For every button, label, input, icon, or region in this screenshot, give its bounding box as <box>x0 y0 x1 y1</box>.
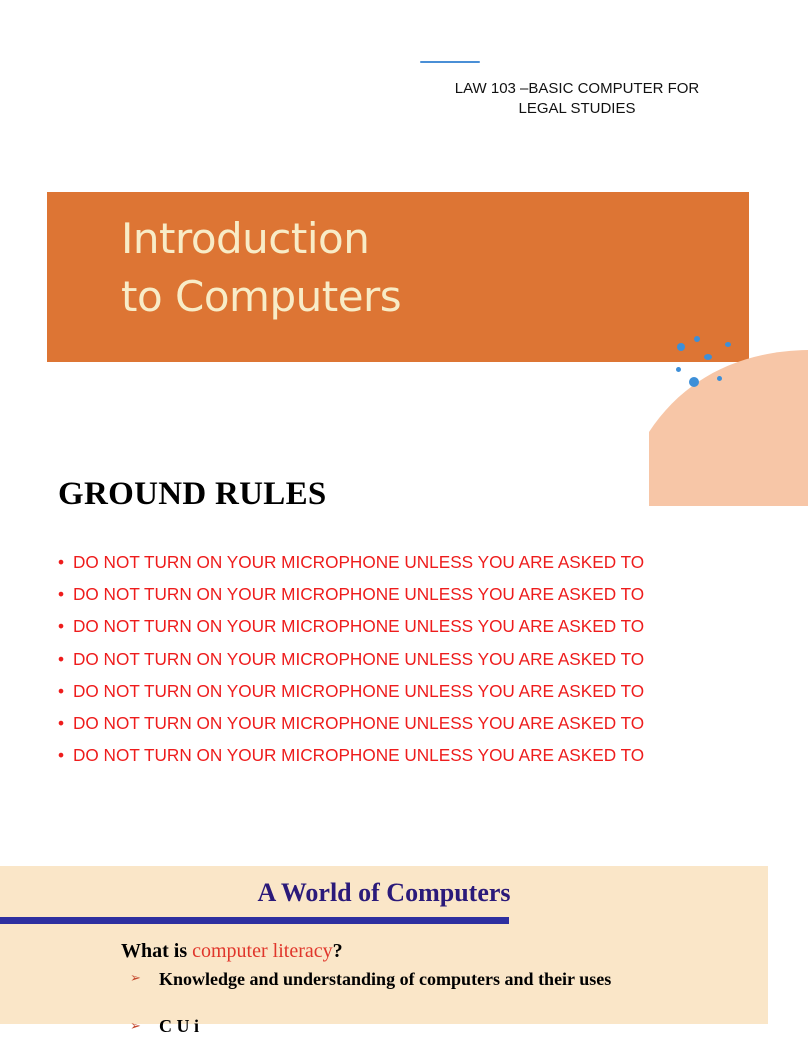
rule-item <box>58 679 644 711</box>
ground-rules-list <box>58 550 644 775</box>
rule-text: DO NOT TURN ON YOUR MICROPHONE UNLESS YOU ARE ASKED TO <box>73 552 645 572</box>
rule-text: DO NOT TURN ON YOUR MICROPHONE UNLESS YOU ARE ASKED TO <box>73 584 645 605</box>
rule-item <box>58 743 644 775</box>
bullet-icon: • <box>58 680 65 701</box>
decorative-dot <box>694 336 700 342</box>
decorative-dot <box>676 367 681 372</box>
rule-item <box>58 550 644 582</box>
bullet-icon: • <box>58 712 65 733</box>
rule-item <box>58 711 644 743</box>
world-of-computers-slide <box>0 866 768 1036</box>
title-line-1: Introduction <box>121 214 370 263</box>
rule-text: DO NOT TURN ON YOUR MICROPHONE UNLESS YOU ARE ASKED TO <box>73 616 645 637</box>
rule-item <box>58 647 644 679</box>
rule-item <box>58 614 644 646</box>
decorative-dot <box>717 376 722 381</box>
course-title: LAW 103 –BASIC COMPUTER FOR LEGAL STUDIES <box>454 80 700 117</box>
decorative-dot <box>725 342 731 347</box>
decorative-blob <box>578 346 808 506</box>
title-underline <box>0 917 509 924</box>
decorative-dot <box>689 377 699 387</box>
arrow-bullet-icon: ➢ <box>130 1018 141 1033</box>
rule-text: DO NOT TURN ON YOUR MICROPHONE UNLESS YOU ARE ASKED TO <box>73 648 645 669</box>
rule-text: DO NOT TURN ON YOUR MICROPHONE UNLESS YOU ARE ASKED TO <box>73 680 645 701</box>
accent-line <box>420 61 480 63</box>
title-slide <box>0 0 768 440</box>
title-banner <box>47 192 749 362</box>
rule-text: DO NOT TURN ON YOUR MICROPHONE UNLESS YOU ARE ASKED TO <box>73 745 645 766</box>
question-prefix: What is <box>121 940 193 962</box>
bullet-icon: • <box>58 584 65 605</box>
decorative-dot <box>677 343 685 351</box>
title-line-2: to Computers <box>121 272 402 321</box>
slide-title: A World of Computers <box>257 878 511 907</box>
bullet-icon: • <box>58 552 65 572</box>
computer-literacy-term: computer literacy <box>192 940 333 962</box>
question-text <box>121 940 343 963</box>
definition-point: Knowledge and understanding of computers and their uses <box>159 969 612 989</box>
arrow-bullet-icon: ➢ <box>130 970 141 985</box>
bullet-icon: • <box>58 648 65 669</box>
ground-rules-heading: GROUND RULES <box>58 476 327 512</box>
question-suffix: ? <box>332 940 343 962</box>
rule-item <box>58 582 644 614</box>
decorative-dot <box>704 354 712 360</box>
rule-text: DO NOT TURN ON YOUR MICROPHONE UNLESS YOU ARE ASKED TO <box>73 712 645 733</box>
definition-point-partial: C U i <box>159 1016 199 1036</box>
bullet-icon: • <box>58 745 65 766</box>
bullet-icon: • <box>58 616 65 637</box>
